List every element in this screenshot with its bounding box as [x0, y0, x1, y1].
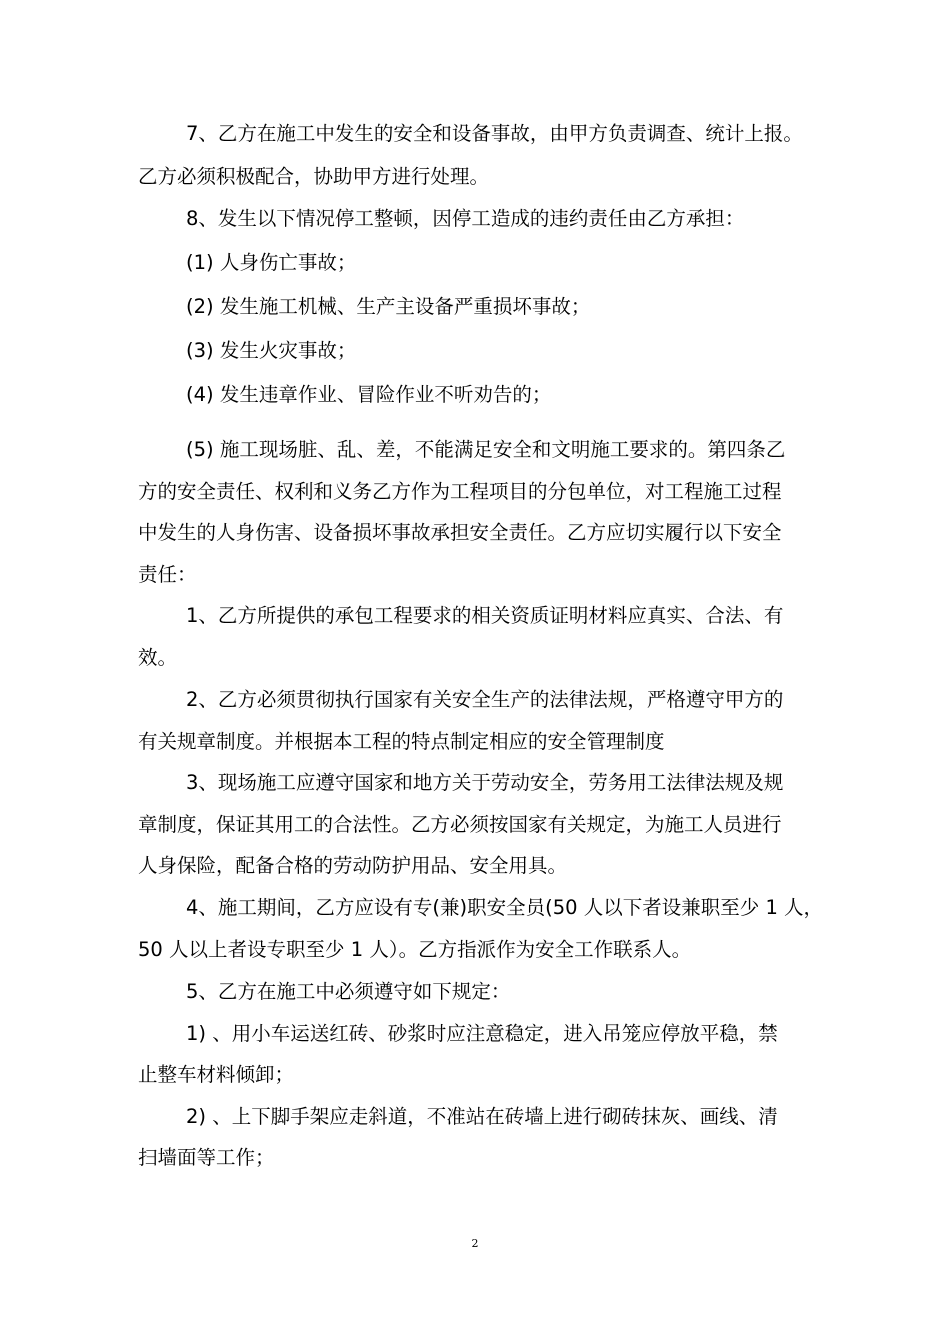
paragraph-line: 责任： [138, 563, 197, 586]
paragraph-line: 1) 、用小车运送红砖、砂浆时应注意稳定，进入吊笼应停放平稳，禁 [186, 1022, 778, 1045]
paragraph-line: 章制度，保证其用工的合法性。乙方必须按国家有关规定，为施工人员进行 [138, 813, 782, 836]
list-item: (3) 发生火灾事故； [186, 339, 357, 362]
page-number: 2 [471, 1237, 479, 1250]
paragraph-line: 方的安全责任、权利和义务乙方作为工程项目的分包单位，对工程施工过程 [138, 480, 782, 503]
paragraph-line: 效。 [138, 646, 178, 669]
paragraph-line: 乙方必须积极配合，协助甲方进行处理。 [138, 165, 490, 188]
paragraph-line: 2、乙方必须贯彻执行国家有关安全生产的法律法规，严格遵守甲方的 [186, 688, 784, 711]
list-item: (2) 发生施工机械、生产主设备严重损坏事故； [186, 295, 591, 318]
paragraph-line: 1、乙方所提供的承包工程要求的相关资质证明材料应真实、合法、有 [186, 604, 784, 627]
paragraph-line: 7、乙方在施工中发生的安全和设备事故，由甲方负责调查、统计上报。 [186, 122, 803, 145]
list-item: (1) 人身伤亡事故； [186, 251, 357, 274]
paragraph-line: 止整车材料倾卸； [138, 1063, 295, 1086]
list-item: (4) 发生违章作业、冒险作业不听劝告的； [186, 383, 552, 406]
paragraph-line: 5、乙方在施工中必须遵守如下规定： [186, 980, 511, 1003]
paragraph-line: 50 人以上者设专职至少 1 人）。乙方指派作为安全工作联系人。 [138, 938, 692, 961]
paragraph-line: (5) 施工现场脏、乱、差，不能满足安全和文明施工要求的。第四条乙 [186, 438, 786, 461]
paragraph-line: 2) 、上下脚手架应走斜道，不准站在砖墙上进行砌砖抹灰、画线、清 [186, 1105, 778, 1128]
paragraph-line: 4、施工期间，乙方应设有专(兼)职安全员(50 人以下者设兼职至少 1 人， [186, 896, 824, 919]
paragraph-line: 8、发生以下情况停工整顿，因停工造成的违约责任由乙方承担： [186, 207, 745, 230]
paragraph-line: 中发生的人身伤害、设备损坏事故承担安全责任。乙方应切实履行以下安全 [138, 521, 782, 544]
paragraph-line: 人身保险，配备合格的劳动防护用品、安全用具。 [138, 854, 568, 877]
paragraph-line: 有关规章制度。并根据本工程的特点制定相应的安全管理制度 [138, 730, 665, 753]
paragraph-line: 3、现场施工应遵守国家和地方关于劳动安全，劳务用工法律法规及规 [186, 771, 784, 794]
paragraph-line: 扫墙面等工作； [138, 1146, 275, 1169]
